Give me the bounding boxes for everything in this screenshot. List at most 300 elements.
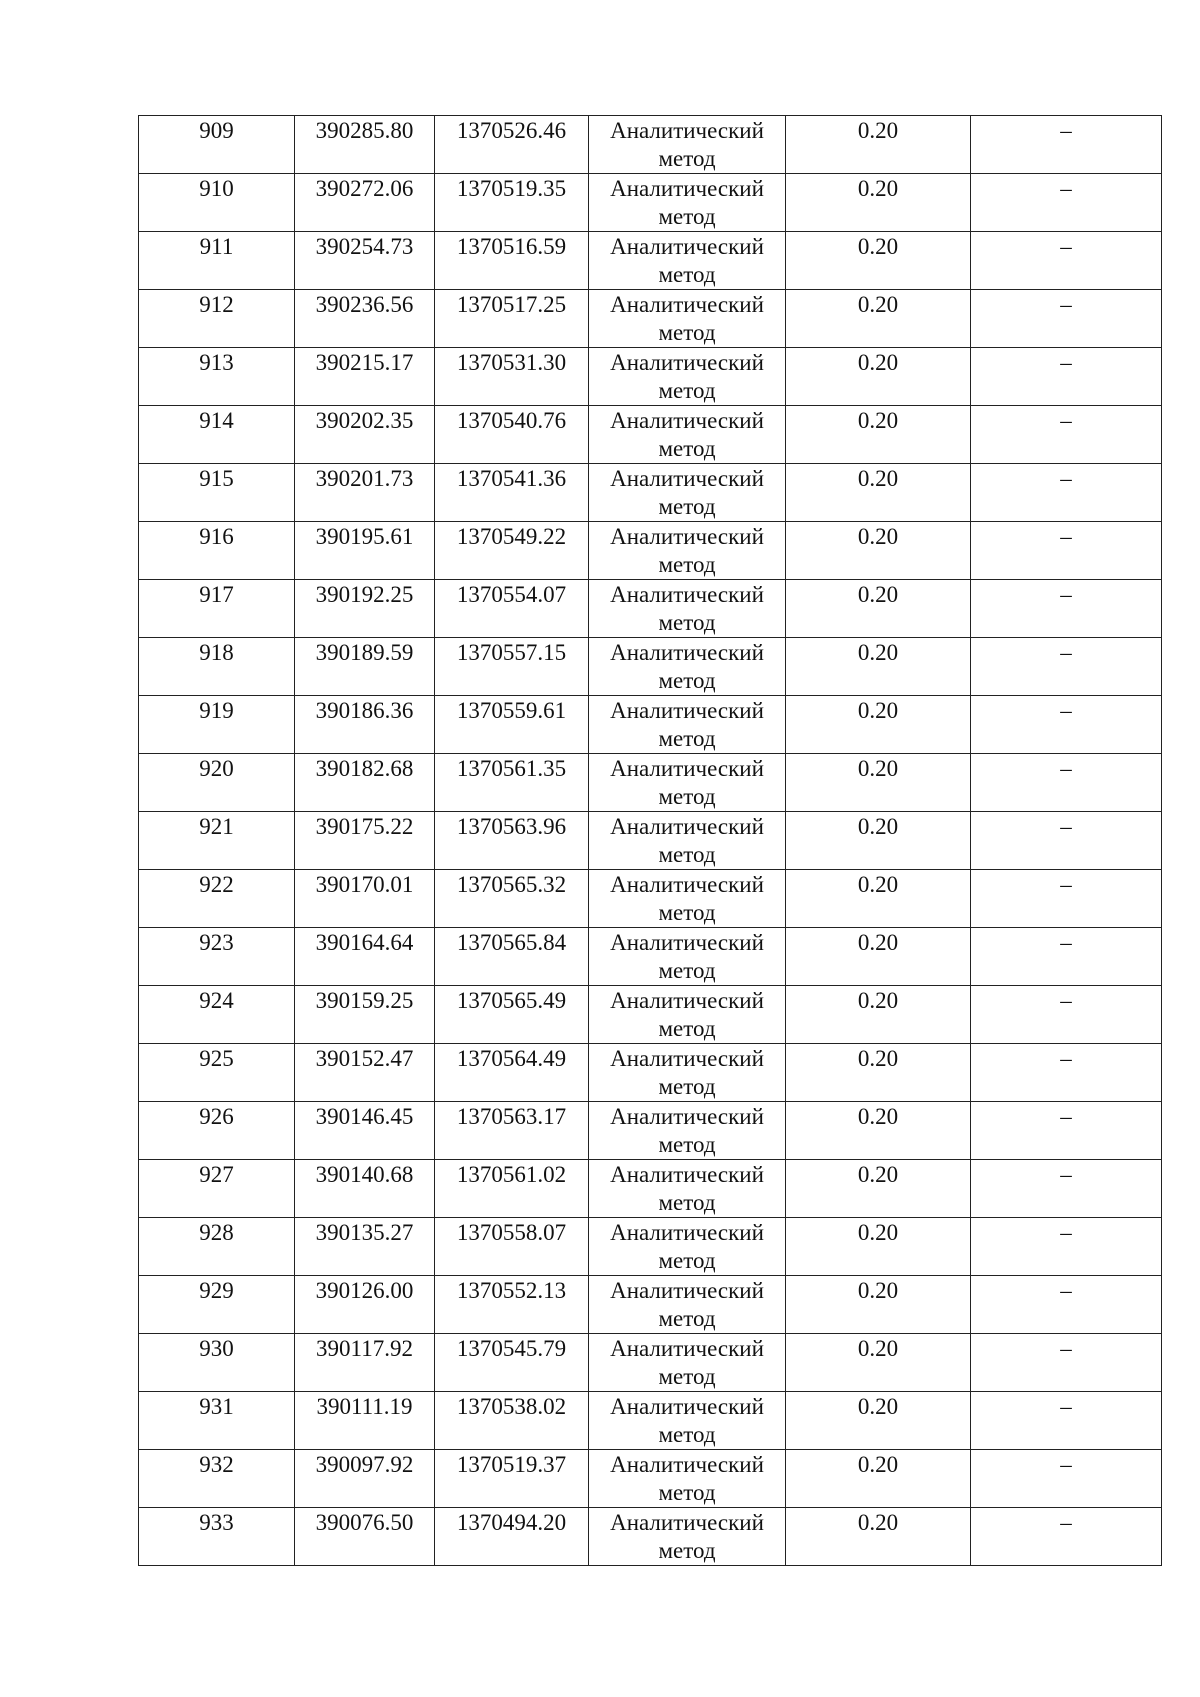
coordinate-y-cell: [435, 290, 589, 348]
accuracy-cell: [786, 348, 971, 406]
method-cell-text: Аналитический метод: [610, 640, 764, 693]
coordinate-x-cell-text: 390186.36: [315, 698, 414, 723]
note-cell: [971, 1044, 1162, 1102]
accuracy-cell-text: 0.20: [857, 1278, 899, 1303]
point-number-cell-text: 931: [199, 1394, 234, 1419]
method-cell: [589, 232, 786, 290]
note-cell-text: –: [1060, 1336, 1072, 1361]
method-cell-text: Аналитический метод: [610, 408, 764, 461]
coordinate-x-cell: [295, 406, 435, 464]
accuracy-cell: [786, 1218, 971, 1276]
point-number-cell-text: 913: [199, 350, 234, 375]
accuracy-cell: [786, 406, 971, 464]
method-cell-text: Аналитический метод: [610, 582, 764, 635]
point-number-cell: [139, 1276, 295, 1334]
point-number-cell: [139, 232, 295, 290]
coordinate-x-cell: [295, 1450, 435, 1508]
accuracy-cell-text: 0.20: [857, 176, 899, 201]
table-row: [139, 1102, 1162, 1160]
point-number-cell-text: 925: [199, 1046, 234, 1071]
accuracy-cell: [786, 232, 971, 290]
accuracy-cell-text: 0.20: [857, 756, 899, 781]
coordinate-x-cell: [295, 1218, 435, 1276]
accuracy-cell: [786, 1334, 971, 1392]
accuracy-cell-text: 0.20: [857, 1104, 899, 1129]
coordinate-y-cell-text: 1370554.07: [456, 582, 567, 607]
accuracy-cell: [786, 696, 971, 754]
accuracy-cell-text: 0.20: [857, 524, 899, 549]
coordinate-y-cell-text: 1370565.32: [456, 872, 567, 897]
coordinate-x-cell-text: 390111.19: [316, 1394, 413, 1419]
method-cell: [589, 1044, 786, 1102]
point-number-cell: [139, 174, 295, 232]
coordinate-x-cell: [295, 290, 435, 348]
coordinate-y-cell-text: 1370563.96: [456, 814, 567, 839]
note-cell: [971, 232, 1162, 290]
accuracy-cell-text: 0.20: [857, 640, 899, 665]
point-number-cell-text: 930: [199, 1336, 234, 1361]
note-cell-text: –: [1060, 234, 1072, 259]
note-cell-text: –: [1060, 1510, 1072, 1535]
point-number-cell: [139, 290, 295, 348]
method-cell: [589, 406, 786, 464]
accuracy-cell-text: 0.20: [857, 872, 899, 897]
accuracy-cell-text: 0.20: [857, 1162, 899, 1187]
note-cell-text: –: [1060, 756, 1072, 781]
accuracy-cell-text: 0.20: [857, 234, 899, 259]
method-cell-text: Аналитический метод: [610, 1046, 764, 1099]
point-number-cell: [139, 1160, 295, 1218]
coordinate-x-cell: [295, 1102, 435, 1160]
coordinate-x-cell-text: 390117.92: [316, 1336, 413, 1361]
note-cell-text: –: [1060, 1452, 1072, 1477]
table-row: [139, 754, 1162, 812]
coordinate-y-cell: [435, 1450, 589, 1508]
coordinate-y-cell-text: 1370561.35: [456, 756, 567, 781]
note-cell-text: –: [1060, 872, 1072, 897]
coordinate-y-cell-text: 1370552.13: [456, 1278, 567, 1303]
point-number-cell-text: 933: [199, 1510, 234, 1535]
coordinate-x-cell-text: 390170.01: [315, 872, 414, 897]
note-cell: [971, 1392, 1162, 1450]
accuracy-cell: [786, 1276, 971, 1334]
coordinate-x-cell-text: 390285.80: [315, 118, 414, 143]
coordinate-x-cell-text: 390097.92: [315, 1452, 414, 1477]
method-cell-text: Аналитический метод: [610, 1104, 764, 1157]
method-cell: [589, 1508, 786, 1566]
note-cell-text: –: [1060, 582, 1072, 607]
accuracy-cell-text: 0.20: [857, 930, 899, 955]
method-cell: [589, 116, 786, 174]
coordinate-x-cell-text: 390215.17: [315, 350, 414, 375]
point-number-cell-text: 910: [199, 176, 234, 201]
point-number-cell: [139, 986, 295, 1044]
coordinate-y-cell-text: 1370540.76: [456, 408, 567, 433]
note-cell-text: –: [1060, 814, 1072, 839]
coordinate-y-cell: [435, 464, 589, 522]
note-cell: [971, 174, 1162, 232]
note-cell: [971, 464, 1162, 522]
coordinate-y-cell-text: 1370541.36: [456, 466, 567, 491]
method-cell-text: Аналитический метод: [610, 1452, 764, 1505]
coordinate-y-cell-text: 1370558.07: [456, 1220, 567, 1245]
coordinate-y-cell: [435, 1102, 589, 1160]
method-cell-text: Аналитический метод: [610, 814, 764, 867]
coordinate-y-cell: [435, 522, 589, 580]
point-number-cell-text: 922: [199, 872, 234, 897]
table-row: [139, 1044, 1162, 1102]
method-cell: [589, 174, 786, 232]
method-cell-text: Аналитический метод: [610, 1220, 764, 1273]
table-row: [139, 1450, 1162, 1508]
method-cell-text: Аналитический метод: [610, 118, 764, 171]
coordinate-x-cell: [295, 464, 435, 522]
note-cell-text: –: [1060, 988, 1072, 1013]
coordinate-y-cell-text: 1370519.35: [456, 176, 567, 201]
point-number-cell-text: 923: [199, 930, 234, 955]
method-cell: [589, 290, 786, 348]
point-number-cell: [139, 1392, 295, 1450]
accuracy-cell-text: 0.20: [857, 582, 899, 607]
note-cell-text: –: [1060, 640, 1072, 665]
table-row: [139, 696, 1162, 754]
accuracy-cell: [786, 1160, 971, 1218]
method-cell: [589, 580, 786, 638]
method-cell-text: Аналитический метод: [610, 1510, 764, 1563]
method-cell: [589, 1218, 786, 1276]
point-number-cell-text: 918: [199, 640, 234, 665]
coordinate-y-cell: [435, 580, 589, 638]
coordinate-x-cell: [295, 870, 435, 928]
table-row: [139, 232, 1162, 290]
method-cell: [589, 1392, 786, 1450]
coordinate-y-cell: [435, 638, 589, 696]
accuracy-cell-text: 0.20: [857, 1510, 899, 1535]
table-row: [139, 290, 1162, 348]
coordinate-y-cell: [435, 1044, 589, 1102]
coordinate-x-cell: [295, 1508, 435, 1566]
note-cell: [971, 928, 1162, 986]
method-cell-text: Аналитический метод: [610, 698, 764, 751]
accuracy-cell: [786, 928, 971, 986]
point-number-cell: [139, 870, 295, 928]
point-number-cell-text: 926: [199, 1104, 234, 1129]
accuracy-cell: [786, 638, 971, 696]
table-row: [139, 580, 1162, 638]
coordinate-y-cell-text: 1370516.59: [456, 234, 567, 259]
note-cell: [971, 1334, 1162, 1392]
accuracy-cell: [786, 1392, 971, 1450]
point-number-cell-text: 927: [199, 1162, 234, 1187]
coordinates-table-body: [139, 116, 1162, 1566]
point-number-cell: [139, 638, 295, 696]
method-cell-text: Аналитический метод: [610, 756, 764, 809]
note-cell-text: –: [1060, 292, 1072, 317]
method-cell: [589, 812, 786, 870]
note-cell: [971, 1276, 1162, 1334]
coordinate-x-cell-text: 390189.59: [315, 640, 414, 665]
table-row: [139, 522, 1162, 580]
point-number-cell-text: 917: [199, 582, 234, 607]
accuracy-cell-text: 0.20: [857, 698, 899, 723]
method-cell-text: Аналитический метод: [610, 524, 764, 577]
accuracy-cell-text: 0.20: [857, 1452, 899, 1477]
coordinate-x-cell-text: 390140.68: [315, 1162, 414, 1187]
note-cell: [971, 696, 1162, 754]
note-cell: [971, 522, 1162, 580]
note-cell-text: –: [1060, 350, 1072, 375]
note-cell-text: –: [1060, 1046, 1072, 1071]
point-number-cell: [139, 580, 295, 638]
table-row: [139, 174, 1162, 232]
coordinate-x-cell-text: 390159.25: [315, 988, 414, 1013]
coordinate-x-cell: [295, 754, 435, 812]
note-cell: [971, 812, 1162, 870]
note-cell: [971, 1508, 1162, 1566]
accuracy-cell-text: 0.20: [857, 1336, 899, 1361]
accuracy-cell: [786, 1508, 971, 1566]
table-row: [139, 406, 1162, 464]
note-cell-text: –: [1060, 1394, 1072, 1419]
coordinate-x-cell-text: 390175.22: [315, 814, 414, 839]
point-number-cell-text: 911: [199, 234, 234, 259]
note-cell: [971, 754, 1162, 812]
coordinate-y-cell-text: 1370526.46: [456, 118, 567, 143]
coordinate-x-cell: [295, 986, 435, 1044]
note-cell: [971, 116, 1162, 174]
coordinate-y-cell-text: 1370564.49: [456, 1046, 567, 1071]
method-cell-text: Аналитический метод: [610, 988, 764, 1041]
coordinate-y-cell-text: 1370565.84: [456, 930, 567, 955]
coordinate-x-cell-text: 390146.45: [315, 1104, 414, 1129]
coordinate-y-cell: [435, 1334, 589, 1392]
coordinate-x-cell: [295, 1160, 435, 1218]
coordinate-y-cell: [435, 812, 589, 870]
coordinate-x-cell-text: 390182.68: [315, 756, 414, 781]
method-cell: [589, 754, 786, 812]
coordinate-x-cell-text: 390236.56: [315, 292, 414, 317]
table-row: [139, 986, 1162, 1044]
accuracy-cell: [786, 986, 971, 1044]
method-cell-text: Аналитический метод: [610, 1336, 764, 1389]
method-cell-text: Аналитический метод: [610, 292, 764, 345]
coordinate-x-cell: [295, 638, 435, 696]
coordinate-y-cell-text: 1370545.79: [456, 1336, 567, 1361]
accuracy-cell-text: 0.20: [857, 350, 899, 375]
note-cell: [971, 638, 1162, 696]
method-cell: [589, 1450, 786, 1508]
coordinate-x-cell-text: 390195.61: [315, 524, 414, 549]
coordinate-y-cell-text: 1370563.17: [456, 1104, 567, 1129]
note-cell-text: –: [1060, 1220, 1072, 1245]
point-number-cell-text: 928: [199, 1220, 234, 1245]
accuracy-cell: [786, 174, 971, 232]
coordinate-x-cell: [295, 174, 435, 232]
table-row: [139, 870, 1162, 928]
note-cell-text: –: [1060, 1104, 1072, 1129]
note-cell: [971, 1450, 1162, 1508]
coordinate-y-cell: [435, 1218, 589, 1276]
point-number-cell: [139, 1102, 295, 1160]
method-cell-text: Аналитический метод: [610, 872, 764, 925]
method-cell-text: Аналитический метод: [610, 1394, 764, 1447]
coordinate-x-cell-text: 390126.00: [315, 1278, 414, 1303]
coordinate-x-cell: [295, 1044, 435, 1102]
coordinate-y-cell: [435, 406, 589, 464]
accuracy-cell: [786, 464, 971, 522]
accuracy-cell-text: 0.20: [857, 1046, 899, 1071]
accuracy-cell-text: 0.20: [857, 292, 899, 317]
note-cell: [971, 406, 1162, 464]
coordinate-x-cell: [295, 580, 435, 638]
coordinate-x-cell: [295, 116, 435, 174]
coordinate-y-cell: [435, 174, 589, 232]
note-cell: [971, 1102, 1162, 1160]
coordinate-y-cell-text: 1370561.02: [456, 1162, 567, 1187]
accuracy-cell: [786, 1044, 971, 1102]
point-number-cell: [139, 812, 295, 870]
table-row: [139, 348, 1162, 406]
coordinate-y-cell-text: 1370549.22: [456, 524, 567, 549]
coordinate-x-cell: [295, 522, 435, 580]
point-number-cell: [139, 1508, 295, 1566]
method-cell: [589, 986, 786, 1044]
coordinate-y-cell: [435, 116, 589, 174]
method-cell-text: Аналитический метод: [610, 1162, 764, 1215]
coordinate-x-cell: [295, 232, 435, 290]
table-row: [139, 1218, 1162, 1276]
accuracy-cell-text: 0.20: [857, 408, 899, 433]
note-cell-text: –: [1060, 698, 1072, 723]
note-cell-text: –: [1060, 930, 1072, 955]
accuracy-cell-text: 0.20: [857, 118, 899, 143]
coordinate-y-cell: [435, 1392, 589, 1450]
coordinate-y-cell: [435, 1160, 589, 1218]
method-cell: [589, 1334, 786, 1392]
point-number-cell-text: 914: [199, 408, 234, 433]
coordinate-y-cell: [435, 928, 589, 986]
accuracy-cell-text: 0.20: [857, 1220, 899, 1245]
coordinate-x-cell: [295, 1334, 435, 1392]
coordinate-x-cell-text: 390202.35: [315, 408, 414, 433]
coordinate-x-cell: [295, 1276, 435, 1334]
coordinate-y-cell: [435, 232, 589, 290]
coordinate-x-cell-text: 390201.73: [315, 466, 414, 491]
table-row: [139, 464, 1162, 522]
point-number-cell-text: 920: [199, 756, 234, 781]
point-number-cell-text: 924: [199, 988, 234, 1013]
coordinate-y-cell: [435, 1508, 589, 1566]
coordinate-y-cell: [435, 986, 589, 1044]
accuracy-cell-text: 0.20: [857, 988, 899, 1013]
note-cell: [971, 1218, 1162, 1276]
point-number-cell-text: 916: [199, 524, 234, 549]
note-cell-text: –: [1060, 524, 1072, 549]
method-cell: [589, 1276, 786, 1334]
note-cell-text: –: [1060, 1162, 1072, 1187]
point-number-cell-text: 932: [199, 1452, 234, 1477]
coordinate-y-cell-text: 1370538.02: [456, 1394, 567, 1419]
coordinate-y-cell: [435, 870, 589, 928]
accuracy-cell: [786, 1102, 971, 1160]
coordinate-x-cell-text: 390254.73: [315, 234, 414, 259]
method-cell-text: Аналитический метод: [610, 234, 764, 287]
table-row: [139, 812, 1162, 870]
note-cell: [971, 580, 1162, 638]
accuracy-cell: [786, 1450, 971, 1508]
method-cell: [589, 464, 786, 522]
accuracy-cell: [786, 290, 971, 348]
coordinate-y-cell-text: 1370557.15: [456, 640, 567, 665]
method-cell: [589, 638, 786, 696]
table-row: [139, 1276, 1162, 1334]
coordinate-y-cell-text: 1370565.49: [456, 988, 567, 1013]
coordinate-x-cell: [295, 928, 435, 986]
note-cell-text: –: [1060, 1278, 1072, 1303]
coordinate-y-cell-text: 1370519.37: [456, 1452, 567, 1477]
coordinate-x-cell-text: 390272.06: [315, 176, 414, 201]
point-number-cell-text: 912: [199, 292, 234, 317]
coordinate-x-cell: [295, 696, 435, 754]
accuracy-cell: [786, 116, 971, 174]
table-row: [139, 116, 1162, 174]
note-cell: [971, 870, 1162, 928]
note-cell: [971, 1160, 1162, 1218]
method-cell-text: Аналитический метод: [610, 1278, 764, 1331]
accuracy-cell: [786, 812, 971, 870]
accuracy-cell-text: 0.20: [857, 814, 899, 839]
method-cell-text: Аналитический метод: [610, 930, 764, 983]
coordinate-y-cell-text: 1370494.20: [456, 1510, 567, 1535]
note-cell-text: –: [1060, 176, 1072, 201]
point-number-cell: [139, 522, 295, 580]
accuracy-cell-text: 0.20: [857, 1394, 899, 1419]
coordinate-y-cell-text: 1370559.61: [456, 698, 567, 723]
point-number-cell: [139, 928, 295, 986]
coordinate-y-cell-text: 1370517.25: [456, 292, 567, 317]
method-cell: [589, 1160, 786, 1218]
note-cell: [971, 986, 1162, 1044]
method-cell: [589, 928, 786, 986]
table-row: [139, 928, 1162, 986]
point-number-cell-text: 909: [199, 118, 234, 143]
method-cell-text: Аналитический метод: [610, 176, 764, 229]
note-cell-text: –: [1060, 466, 1072, 491]
coordinate-x-cell-text: 390135.27: [315, 1220, 414, 1245]
note-cell: [971, 290, 1162, 348]
point-number-cell-text: 915: [199, 466, 234, 491]
note-cell-text: –: [1060, 118, 1072, 143]
point-number-cell-text: 929: [199, 1278, 234, 1303]
method-cell: [589, 870, 786, 928]
table-row: [139, 1160, 1162, 1218]
point-number-cell: [139, 696, 295, 754]
coordinate-y-cell: [435, 348, 589, 406]
coordinate-x-cell: [295, 348, 435, 406]
coordinate-y-cell: [435, 696, 589, 754]
method-cell-text: Аналитический метод: [610, 350, 764, 403]
coordinate-x-cell: [295, 1392, 435, 1450]
table-row: [139, 1508, 1162, 1566]
accuracy-cell: [786, 522, 971, 580]
coordinate-y-cell-text: 1370531.30: [456, 350, 567, 375]
accuracy-cell: [786, 870, 971, 928]
point-number-cell: [139, 116, 295, 174]
point-number-cell-text: 919: [199, 698, 234, 723]
method-cell-text: Аналитический метод: [610, 466, 764, 519]
method-cell: [589, 696, 786, 754]
accuracy-cell: [786, 580, 971, 638]
